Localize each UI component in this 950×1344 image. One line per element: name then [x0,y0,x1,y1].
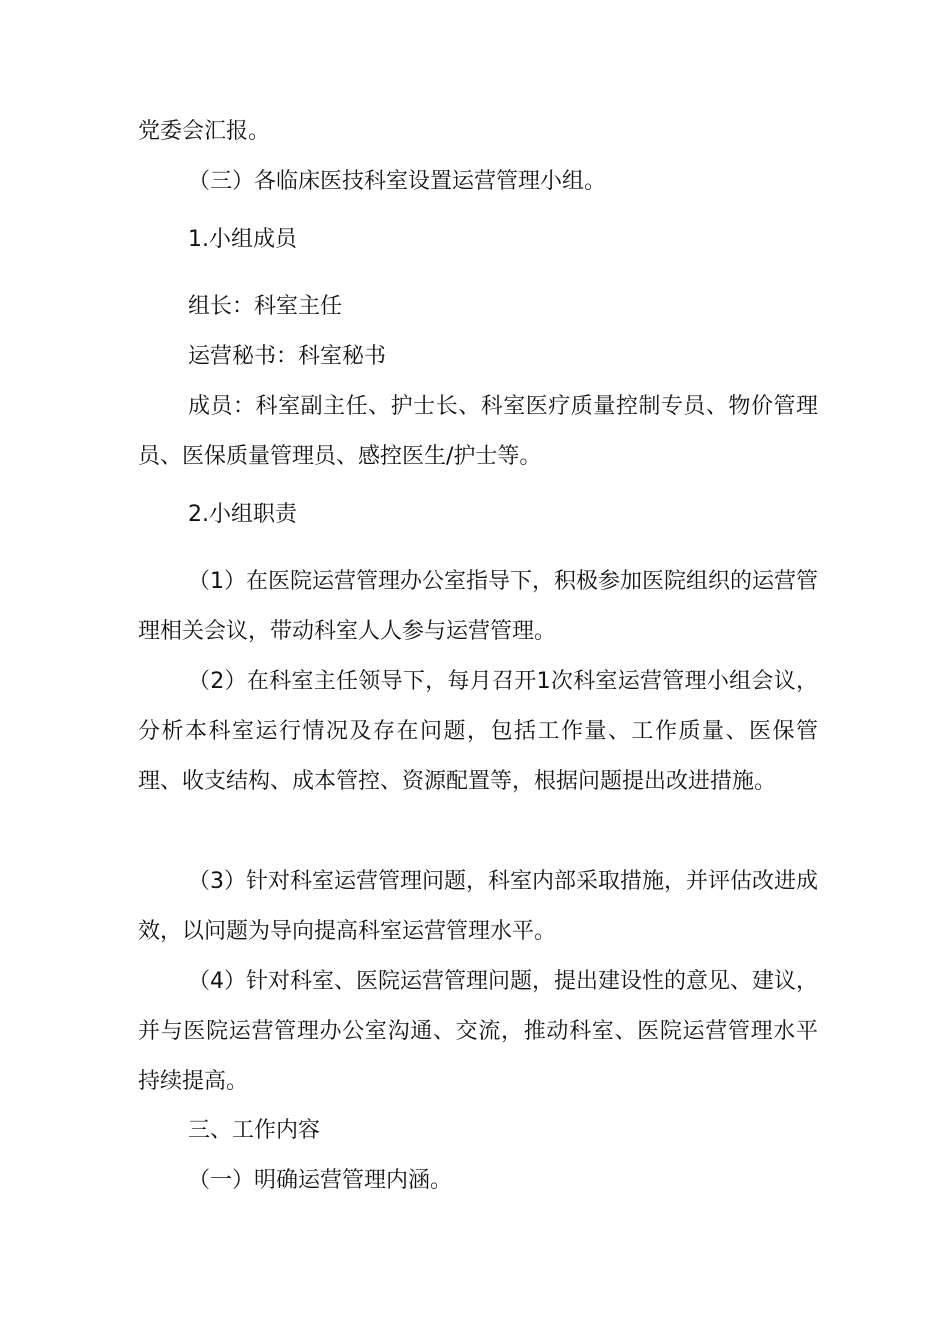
section-heading-work-content: 三、工作内容 [188,1118,321,1143]
text-line-continuation: 党委会汇报。 [138,119,271,144]
paragraph-duty-1: （1）在医院运营管理办公室指导下，积极参加医院组织的运营管理相关会议，带动科室人人参与运营管理。 [138,569,818,644]
paragraph-duty-3: （3）针对科室运营管理问题，科室内部采取措施，并评估改进成效，以问题为导向提高科室运营管理水平。 [138,869,818,944]
text-line-secretary: 运营秘书：科室秘书 [188,344,387,369]
subheading-members: 1.小组成员 [188,227,297,252]
section-heading-three: （三）各临床医技科室设置运营管理小组。 [188,169,607,194]
subheading-duties: 2.小组职责 [188,502,297,527]
section-heading-one: （一）明确运营管理内涵。 [188,1168,453,1193]
paragraph-members: 成员：科室副主任、护士长、科室医疗质量控制专员、物价管理员、医保质量管理员、感控医生/护士等。 [138,394,818,469]
paragraph-duty-4: （4）针对科室、医院运营管理问题，提出建设性的意见、建议，并与医院运营管理办公室沟通、交流，推动科室、医院运营管理水平持续提高。 [138,969,818,1094]
text-line-leader: 组长：科室主任 [188,294,343,319]
paragraph-duty-2: （2）在科室主任领导下，每月召开1次科室运营管理小组会议，分析本科室运行情况及存在问题，包括工作量、工作质量、医保管理、收支结构、成本管控、资源配置等，根据问题提出改进措施。 [138,669,818,794]
